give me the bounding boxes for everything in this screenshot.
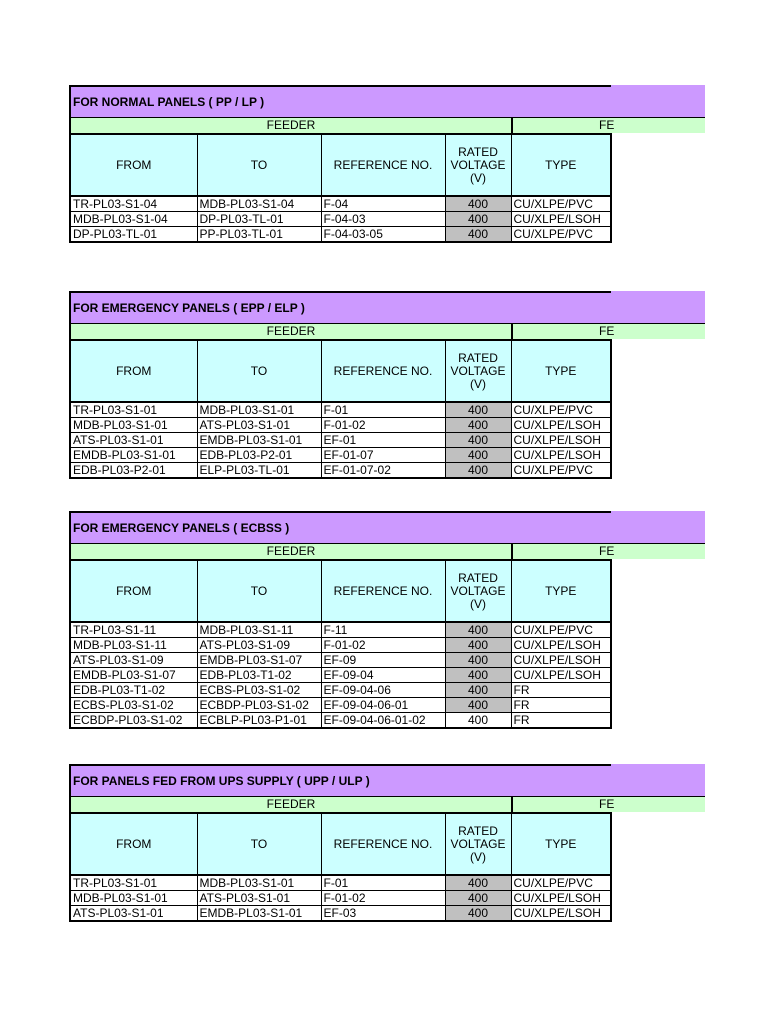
reference-cell: EF-09-04-06	[321, 683, 445, 698]
table-row	[70, 418, 611, 433]
type-cell: CU/XLPE/LSOH	[511, 448, 611, 463]
from-cell: TR-PL03-S1-01	[70, 402, 197, 418]
to-cell: ATS-PL03-S1-01	[197, 418, 321, 433]
type-cell: CU/XLPE/PVC	[511, 463, 611, 479]
table-row	[70, 713, 611, 729]
type-cell: CU/XLPE/LSOH	[511, 433, 611, 448]
from-header: FROM	[70, 134, 197, 196]
column-header-row	[70, 813, 611, 875]
type-cell: FR	[511, 683, 611, 698]
voltage-cell: 400	[445, 463, 511, 479]
from-cell: ECBS-PL03-S1-02	[70, 698, 197, 713]
voltage-cell: 400	[445, 875, 511, 891]
table-row	[70, 463, 611, 479]
type-cell: CU/XLPE/LSOH	[511, 653, 611, 668]
to-cell: EMDB-PL03-S1-01	[197, 433, 321, 448]
column-header-row	[70, 560, 611, 622]
table-row	[70, 653, 611, 668]
voltage-cell: 400	[445, 433, 511, 448]
reference-cell: F-04-03	[321, 212, 445, 227]
table-row	[70, 683, 611, 698]
voltage-cell: 400	[445, 638, 511, 653]
table-row	[70, 227, 611, 243]
column-header-row	[70, 134, 611, 196]
table-row	[70, 196, 611, 212]
section-title: FOR EMERGENCY PANELS ( ECBSS )	[69, 511, 705, 543]
fe-header: FE	[511, 796, 705, 812]
from-header: FROM	[70, 340, 197, 402]
voltage-cell: 400	[445, 906, 511, 922]
from-cell: TR-PL03-S1-11	[70, 622, 197, 638]
voltage-header: RATED VOLTAGE (V)	[445, 560, 511, 622]
to-header: TO	[197, 560, 321, 622]
table-row	[70, 622, 611, 638]
reference-cell: EF-09-04-06-01-02	[321, 713, 445, 729]
to-cell: MDB-PL03-S1-04	[197, 196, 321, 212]
reference-header: REFERENCE NO.	[321, 560, 445, 622]
feeder-header: FEEDER	[69, 796, 511, 812]
section-title: FOR NORMAL PANELS ( PP / LP )	[69, 85, 705, 117]
from-cell: ATS-PL03-S1-01	[70, 433, 197, 448]
cable-table	[69, 339, 612, 479]
reference-cell: F-11	[321, 622, 445, 638]
table-row	[70, 638, 611, 653]
to-cell: ELP-PL03-TL-01	[197, 463, 321, 479]
to-cell: ECBLP-PL03-P1-01	[197, 713, 321, 729]
to-cell: ATS-PL03-S1-01	[197, 891, 321, 906]
reference-cell: F-01	[321, 402, 445, 418]
voltage-header: RATED VOLTAGE (V)	[445, 813, 511, 875]
to-cell: ECBS-PL03-S1-02	[197, 683, 321, 698]
table-row	[70, 448, 611, 463]
type-cell: CU/XLPE/LSOH	[511, 906, 611, 922]
reference-cell: F-01	[321, 875, 445, 891]
fe-header: FE	[511, 117, 705, 133]
type-cell: FR	[511, 698, 611, 713]
section-title: FOR PANELS FED FROM UPS SUPPLY ( UPP / ULP )	[69, 764, 705, 796]
feeder-header: FEEDER	[69, 543, 511, 559]
reference-cell: EF-09	[321, 653, 445, 668]
from-cell: MDB-PL03-S1-04	[70, 212, 197, 227]
type-cell: CU/XLPE/LSOH	[511, 418, 611, 433]
voltage-header: RATED VOLTAGE (V)	[445, 134, 511, 196]
table-row	[70, 698, 611, 713]
from-cell: EMDB-PL03-S1-07	[70, 668, 197, 683]
from-cell: TR-PL03-S1-01	[70, 875, 197, 891]
feeder-header-row	[69, 117, 705, 133]
feeder-header: FEEDER	[69, 117, 511, 133]
to-cell: EMDB-PL03-S1-07	[197, 653, 321, 668]
from-cell: MDB-PL03-S1-01	[70, 418, 197, 433]
to-header: TO	[197, 134, 321, 196]
feeder-header-row	[69, 796, 705, 812]
type-cell: FR	[511, 713, 611, 729]
type-cell: CU/XLPE/PVC	[511, 875, 611, 891]
voltage-cell: 400	[445, 227, 511, 243]
type-cell: CU/XLPE/PVC	[511, 227, 611, 243]
type-cell: CU/XLPE/PVC	[511, 622, 611, 638]
cable-table	[69, 559, 612, 729]
voltage-cell: 400	[445, 196, 511, 212]
from-cell: TR-PL03-S1-04	[70, 196, 197, 212]
from-cell: DP-PL03-TL-01	[70, 227, 197, 243]
type-header: TYPE	[511, 340, 611, 402]
from-cell: ECBDP-PL03-S1-02	[70, 713, 197, 729]
table-row	[70, 891, 611, 906]
voltage-cell: 400	[445, 713, 511, 729]
reference-cell: EF-03	[321, 906, 445, 922]
reference-cell: F-04	[321, 196, 445, 212]
voltage-cell: 400	[445, 653, 511, 668]
to-header: TO	[197, 813, 321, 875]
table-row	[70, 906, 611, 922]
from-cell: ATS-PL03-S1-01	[70, 906, 197, 922]
type-cell: CU/XLPE/PVC	[511, 402, 611, 418]
to-cell: EMDB-PL03-S1-01	[197, 906, 321, 922]
reference-header: REFERENCE NO.	[321, 813, 445, 875]
voltage-header: RATED VOLTAGE (V)	[445, 340, 511, 402]
reference-cell: EF-09-04-06-01	[321, 698, 445, 713]
to-cell: EDB-PL03-T1-02	[197, 668, 321, 683]
table-row	[70, 402, 611, 418]
column-header-row	[70, 340, 611, 402]
to-cell: EDB-PL03-P2-01	[197, 448, 321, 463]
type-cell: CU/XLPE/PVC	[511, 196, 611, 212]
to-cell: MDB-PL03-S1-01	[197, 875, 321, 891]
reference-cell: F-01-02	[321, 891, 445, 906]
fe-header: FE	[511, 543, 705, 559]
voltage-cell: 400	[445, 448, 511, 463]
reference-cell: F-01-02	[321, 638, 445, 653]
cable-table	[69, 133, 612, 243]
reference-cell: EF-01-07	[321, 448, 445, 463]
to-header: TO	[197, 340, 321, 402]
voltage-cell: 400	[445, 402, 511, 418]
voltage-cell: 400	[445, 891, 511, 906]
reference-header: REFERENCE NO.	[321, 134, 445, 196]
reference-cell: F-04-03-05	[321, 227, 445, 243]
to-cell: ECBDP-PL03-S1-02	[197, 698, 321, 713]
feeder-header: FEEDER	[69, 323, 511, 339]
from-header: FROM	[70, 560, 197, 622]
table-row	[70, 875, 611, 891]
voltage-cell: 400	[445, 622, 511, 638]
from-cell: EMDB-PL03-S1-01	[70, 448, 197, 463]
to-cell: PP-PL03-TL-01	[197, 227, 321, 243]
type-header: TYPE	[511, 560, 611, 622]
type-header: TYPE	[511, 134, 611, 196]
type-cell: CU/XLPE/LSOH	[511, 668, 611, 683]
type-cell: CU/XLPE/LSOH	[511, 891, 611, 906]
reference-cell: EF-01-07-02	[321, 463, 445, 479]
type-cell: CU/XLPE/LSOH	[511, 212, 611, 227]
voltage-cell: 400	[445, 668, 511, 683]
to-cell: MDB-PL03-S1-01	[197, 402, 321, 418]
table-row	[70, 433, 611, 448]
feeder-header-row	[69, 323, 705, 339]
voltage-cell: 400	[445, 418, 511, 433]
voltage-cell: 400	[445, 212, 511, 227]
from-cell: MDB-PL03-S1-11	[70, 638, 197, 653]
to-cell: DP-PL03-TL-01	[197, 212, 321, 227]
voltage-cell: 400	[445, 698, 511, 713]
reference-cell: EF-09-04	[321, 668, 445, 683]
from-cell: EDB-PL03-T1-02	[70, 683, 197, 698]
feeder-header-row	[69, 543, 705, 559]
cable-table	[69, 812, 612, 922]
type-cell: CU/XLPE/LSOH	[511, 638, 611, 653]
fe-header: FE	[511, 323, 705, 339]
reference-header: REFERENCE NO.	[321, 340, 445, 402]
from-header: FROM	[70, 813, 197, 875]
table-row	[70, 668, 611, 683]
section-title: FOR EMERGENCY PANELS ( EPP / ELP )	[69, 291, 705, 323]
reference-cell: EF-01	[321, 433, 445, 448]
from-cell: MDB-PL03-S1-01	[70, 891, 197, 906]
table-row	[70, 212, 611, 227]
reference-cell: F-01-02	[321, 418, 445, 433]
to-cell: MDB-PL03-S1-11	[197, 622, 321, 638]
from-cell: EDB-PL03-P2-01	[70, 463, 197, 479]
to-cell: ATS-PL03-S1-09	[197, 638, 321, 653]
type-header: TYPE	[511, 813, 611, 875]
from-cell: ATS-PL03-S1-09	[70, 653, 197, 668]
voltage-cell: 400	[445, 683, 511, 698]
